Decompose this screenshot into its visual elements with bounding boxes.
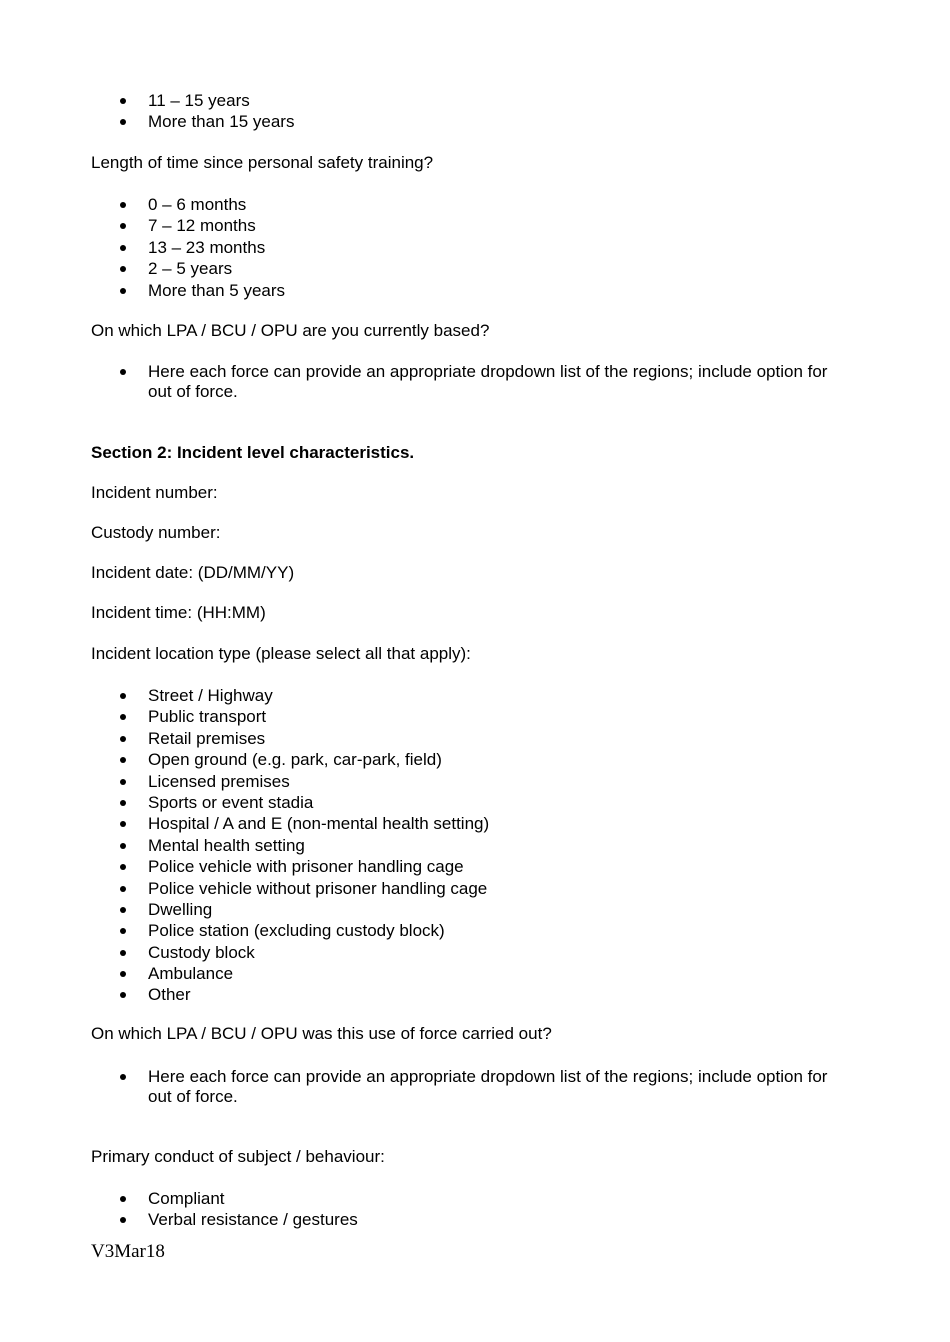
years-service-list: [0, 90, 950, 133]
list-item: Retail premises: [0, 728, 950, 749]
incident-date-label: Incident date: (DD/MM/YY): [91, 563, 295, 582]
list-item: Here each force can provide an appropriate dropdown list of the regions; include option for out of force.: [0, 362, 853, 402]
incident-number-label: Incident number:: [91, 483, 218, 502]
list-item: Police vehicle without prisoner handling cage: [0, 878, 950, 899]
list-item: Public transport: [0, 706, 950, 727]
incident-time-label: Incident time: (HH:MM): [91, 603, 266, 622]
list-item: Verbal resistance / gestures: [0, 1209, 950, 1230]
location-types-list: [0, 685, 950, 1006]
list-item: Other: [0, 984, 950, 1005]
list-item: 13 – 23 months: [0, 237, 950, 258]
question-location-type: Incident location type (please select all that apply):: [91, 644, 471, 663]
list-item: Here each force can provide an appropriate dropdown list of the regions; include option for out of force.: [0, 1067, 853, 1107]
list-item: More than 15 years: [0, 111, 950, 132]
list-item: More than 5 years: [0, 280, 950, 301]
question-conduct: Primary conduct of subject / behaviour:: [91, 1147, 385, 1166]
custody-number-label: Custody number:: [91, 523, 221, 542]
force-location-note-list: [0, 1067, 950, 1107]
list-item: Sports or event stadia: [0, 792, 950, 813]
conduct-options-list: [0, 1188, 950, 1231]
list-item: Licensed premises: [0, 771, 950, 792]
version-footer: V3Mar18: [91, 1241, 165, 1262]
list-item: Dwelling: [0, 899, 950, 920]
question-force-location: On which LPA / BCU / OPU was this use of force carried out?: [91, 1024, 552, 1043]
list-item: Compliant: [0, 1188, 950, 1209]
section-heading: Section 2: Incident level characteristics.: [91, 443, 415, 462]
list-item: Hospital / A and E (non-mental health setting): [0, 813, 950, 834]
training-options-list: [0, 194, 950, 301]
list-item: Street / Highway: [0, 685, 950, 706]
list-item: Police station (excluding custody block): [0, 920, 950, 941]
list-item: 2 – 5 years: [0, 258, 950, 279]
question-training: Length of time since personal safety training?: [91, 153, 434, 172]
list-item: Custody block: [0, 942, 950, 963]
list-item: Open ground (e.g. park, car-park, field): [0, 749, 950, 770]
list-item: Ambulance: [0, 963, 950, 984]
list-item: Mental health setting: [0, 835, 950, 856]
question-based: On which LPA / BCU / OPU are you currently based?: [91, 321, 490, 340]
list-item: 0 – 6 months: [0, 194, 950, 215]
list-item: 11 – 15 years: [0, 90, 950, 111]
based-note-list: [0, 362, 950, 402]
list-item: 7 – 12 months: [0, 215, 950, 236]
list-item: Police vehicle with prisoner handling cage: [0, 856, 950, 877]
